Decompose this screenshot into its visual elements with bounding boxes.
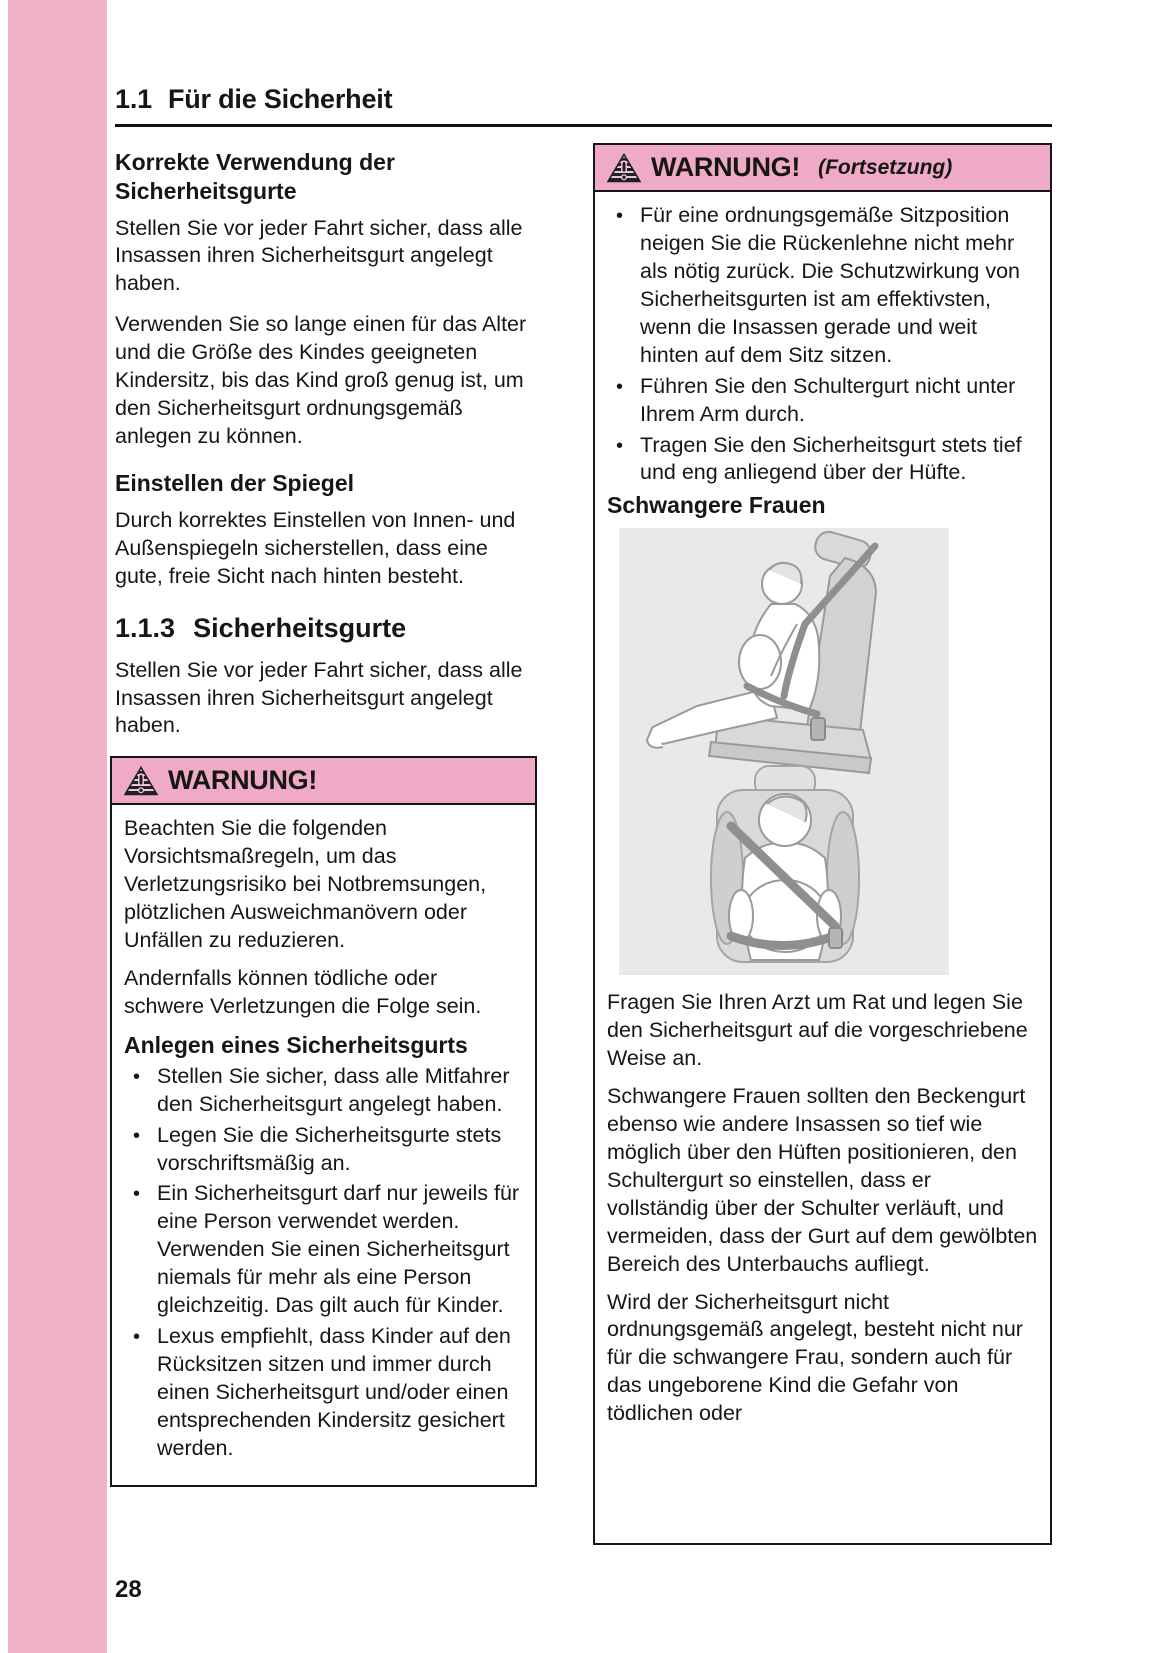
warning-box-body bbox=[595, 192, 1050, 1450]
warning-bullet: • Stellen Sie sicher, dass alle Mitfahrer den Sicherheitsgurt angelegt haben. bbox=[124, 1063, 523, 1119]
warning-triangle-icon bbox=[607, 153, 641, 183]
heading-mirror-adjustment: Einstellen der Spiegel bbox=[115, 470, 355, 496]
pink-sidebar-band bbox=[8, 0, 107, 1653]
warning-bullet: • Lexus empfiehlt, dass Kinder auf den Rücksitzen sitzen und immer durch einen Sicherheitsgurt und/oder einen entsprechenden Kindersitz gesichert werden. bbox=[124, 1323, 523, 1463]
warning-bullet-list bbox=[607, 202, 1038, 487]
heading-correct-belt-use: Korrekte Verwendung der Sicherheitsgurte bbox=[115, 149, 395, 204]
warning-paragraph: Wird der Sicherheitsgurt nicht ordnungsgemäß angelegt, besteht nicht nur für die schwangere Frau, sondern auch für das ungeborene Kind die Gefahr von tödlichen oder bbox=[607, 1289, 1023, 1426]
warning-box bbox=[110, 756, 537, 1487]
warning-triangle-icon bbox=[124, 766, 158, 796]
warning-paragraph: Fragen Sie Ihren Arzt um Rat und legen Sie den Sicherheitsgurt auf die vorgeschriebene Weise an. bbox=[607, 990, 1028, 1070]
left-column bbox=[115, 146, 533, 1487]
subsection-number: 1.1.3 bbox=[115, 612, 176, 643]
warning-box-body bbox=[112, 805, 535, 1477]
warning-box-header bbox=[595, 145, 1050, 192]
paragraph: Verwenden Sie so lange einen für das Alter und die Größe des Kindes geeigneten Kindersitz, bis das Kind groß genug ist, um den Sicherheitsgurt ordnungsgemäß anlegen zu können. bbox=[115, 312, 527, 449]
warning-paragraph: Andernfalls können tödliche oder schwere Verletzungen die Folge sein. bbox=[124, 966, 482, 1018]
warning-title: WARNUNG! bbox=[651, 152, 801, 182]
pregnant-woman-seatbelt-illustration bbox=[619, 528, 949, 975]
warning-bullet: • Ein Sicherheitsgurt darf nur jeweils für eine Person verwendet werden. Verwenden Sie einen Sicherheitsgurt niemals für mehr als eine Person gleichzeitig. Das gilt auch für Kinder. bbox=[124, 1180, 523, 1320]
warning-bullet: • Legen Sie die Sicherheitsgurte stets vorschriftsmäßig an. bbox=[124, 1122, 523, 1178]
warning-continuation-box bbox=[593, 143, 1052, 1545]
warning-paragraph: Schwangere Frauen sollten den Beckengurt ebenso wie andere Insassen so tief wie möglich über den Hüften positionieren, den Schultergurt so einstellen, dass er vollständig über der Schulter verläuft, und vermeiden, dass der Gurt auf dem gewölbten Bereich des Unterbauchs aufliegt. bbox=[607, 1083, 1038, 1276]
warning-bullet: • Führen Sie den Schultergurt nicht unter Ihrem Arm durch. bbox=[607, 373, 1038, 429]
warning-title: WARNUNG! bbox=[168, 765, 318, 796]
right-column bbox=[593, 143, 1052, 1545]
page-title bbox=[115, 84, 1052, 115]
paragraph: Durch korrektes Einstellen von Innen- und Außenspiegeln sicherstellen, dass eine gute, freie Sicht nach hinten besteht. bbox=[115, 507, 516, 588]
warning-bullet: • Tragen Sie den Sicherheitsgurt stets tief und eng anliegend über der Hüfte. bbox=[607, 432, 1038, 488]
warning-paragraph: Beachten Sie die folgenden Vorsichtsmaßregeln, um das Verletzungsrisiko bei Notbremsungen, plötzlichen Ausweichmanövern oder Unfällen zu reduzieren. bbox=[124, 816, 487, 953]
heading-fastening-seatbelt: Anlegen eines Sicherheitsgurts bbox=[124, 1031, 468, 1058]
section-header bbox=[115, 84, 1052, 127]
warning-bullet-list bbox=[124, 1063, 523, 1463]
heading-seatbelts-section bbox=[115, 613, 533, 644]
warning-bullet: • Für eine ordnungsgemäße Sitzposition neigen Sie die Rückenlehne nicht mehr als nötig zurück. Die Schutzwirkung von Sicherheitsgurten ist am effektivsten, wenn die Insassen gerade und weit hinten auf dem Sitz sitzen. bbox=[607, 202, 1038, 370]
section-title: Für die Sicherheit bbox=[167, 84, 393, 114]
heading-pregnant-women: Schwangere Frauen bbox=[607, 492, 826, 519]
paragraph: Stellen Sie vor jeder Fahrt sicher, dass alle Insassen ihren Sicherheitsgurt angelegt haben. bbox=[115, 657, 523, 738]
subsection-title: Sicherheitsgurte bbox=[193, 612, 407, 643]
warning-box-header bbox=[112, 758, 535, 805]
page-number: 28 bbox=[115, 1576, 142, 1603]
section-number: 1.1 bbox=[115, 84, 152, 114]
warning-continuation-label: (Fortsetzung) bbox=[818, 155, 953, 179]
paragraph: Stellen Sie vor jeder Fahrt sicher, dass alle Insassen ihren Sicherheitsgurt angelegt haben. bbox=[115, 215, 523, 296]
